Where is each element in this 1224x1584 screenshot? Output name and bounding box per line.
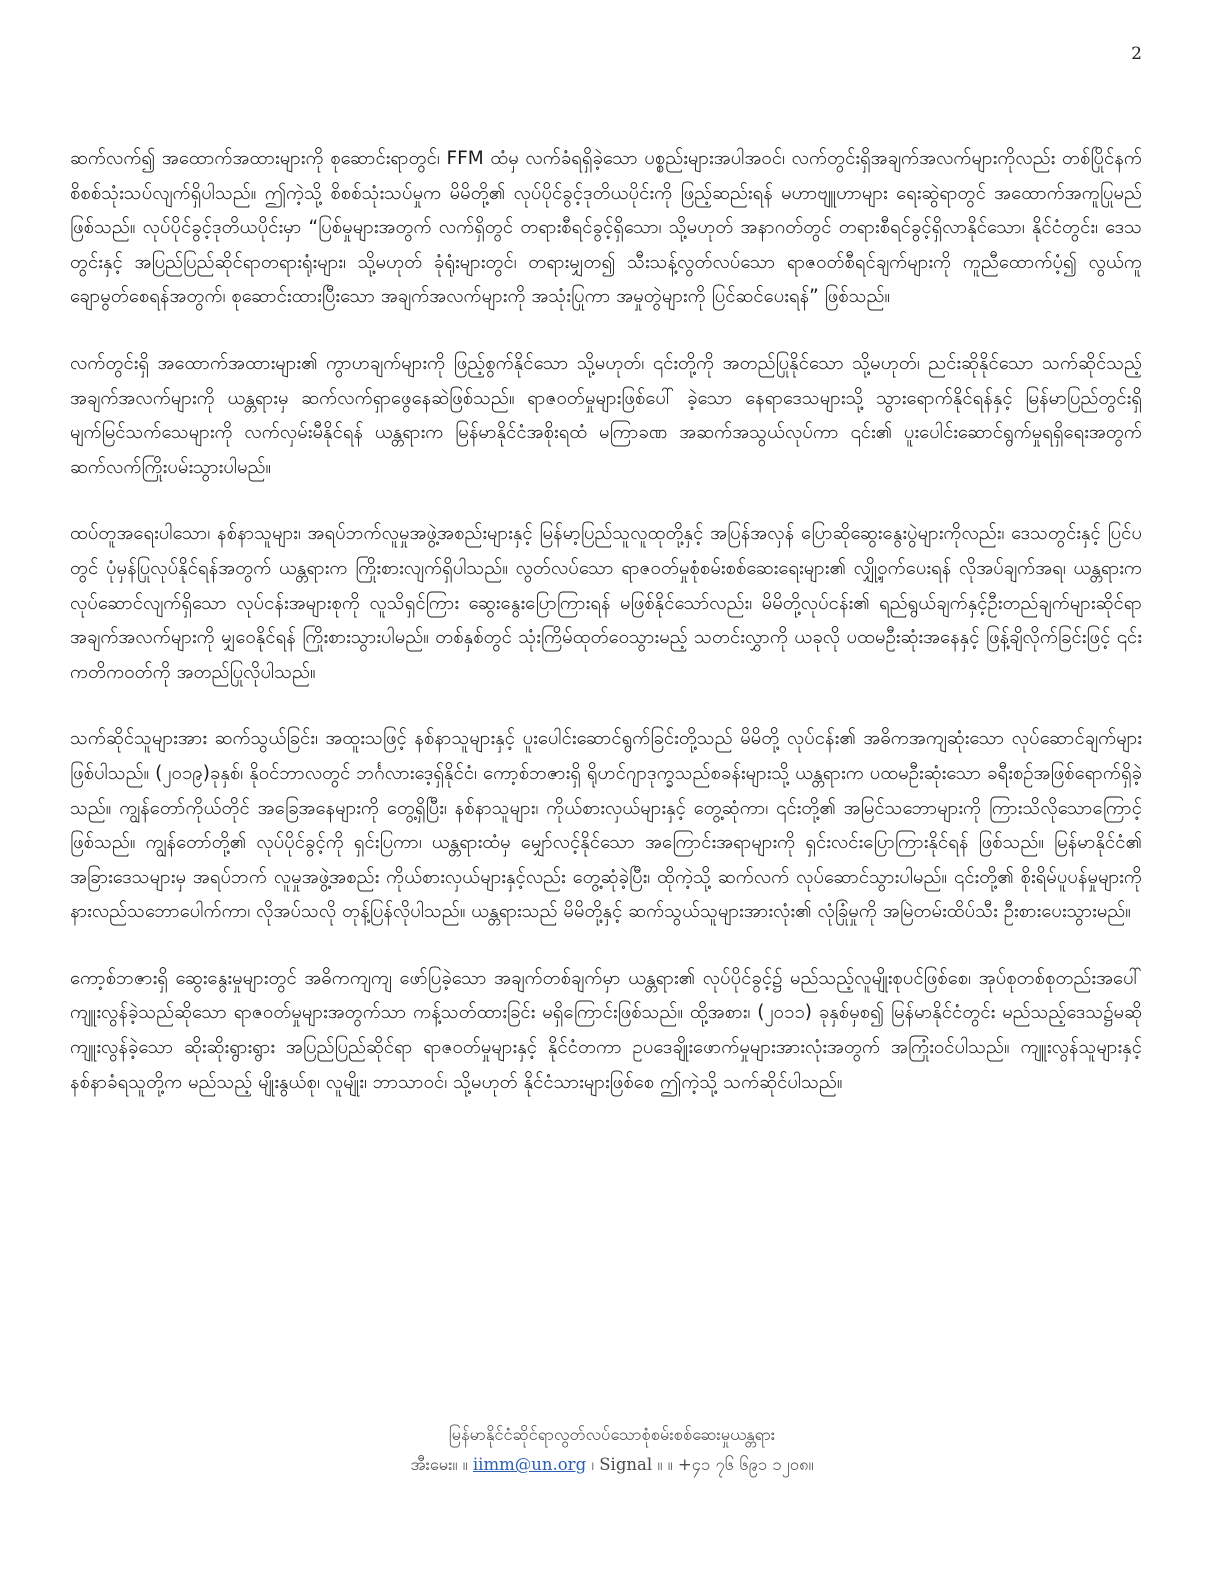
paragraph-2: လက်တွင်းရှိ အထောက်အထားများ၏ ကွာဟချက်များကို ဖြည့်စွက်နိုင်သော သို့မဟုတ်၊ ၎င်းတို့ကို အတည်ပြုနိုင်သော သို့မဟုတ်၊ ညင်းဆိုနိုင်သော သက်ဆိုင်သည့် အချက်အလက်များကို ယန္တရားမှ ဆက်လက်ရှာဖွေနေဆဲဖြစ်သည်။ ရာဇဝတ်မှုများဖြစ်ပေါ် ခဲ့သော နေရာဒေသများသို့ သွားရောက်နိုင်ရန်နှင့် မြန်မာပြည်တွင်းရှိ မျက်မြင်သက်သေများကို လက်လှမ်းမီနိုင်ရန် ယန္တရားက မြန်မာနိုင်ငံအစိုးရထံ မကြာခဏ အဆက်အသွယ်လုပ်ကာ ၎င်း၏ ပူးပေါင်းဆောင်ရွက်မှုရရှိရေးအတွက် ဆက်လက်ကြိုးပမ်းသွားပါမည်။ [70, 352, 1142, 478]
paragraph-4: သက်ဆိုင်သူများအား ဆက်သွယ်ခြင်း၊ အထူးသဖြင့် နစ်နာသူများနှင့် ပူးပေါင်းဆောင်ရွက်ခြင်းတို့သည် မိမိတို့ လုပ်ငန်း၏ အဓိကအကျဆုံးသော လုပ်ဆောင်ချက်များ ဖြစ်ပါသည်။ (၂၀၁၉)ခုနှစ်၊ နိုဝင်ဘာလတွင် ဘင်္ဂလားဒေ့ရှ်နိုင်ငံ၊ ကော့စ်ဘဇားရှိ ရိုဟင်ဂျာဒုက္ခသည်စခန်းများသို့ ယန္တရားက ပထမဦးဆုံးသော ခရီးစဉ်အဖြစ်ရောက်ရှိခဲ့သည်။ ကျွန်တော်ကိုယ်တိုင် အခြေအနေများကို တွေ့ရှိပြီး၊ နစ်နာသူများ၊ ကိုယ်စားလှယ်များနှင့် တွေ့ဆုံကာ၊ ၎င်းတို့၏ အမြင်သဘောများကို ကြားသိလိုသောကြောင့်ဖြစ်သည်။ ကျွန်တော်တို့၏ လုပ်ပိုင်ခွင့်ကို ရှင်းပြကာ၊ ယန္တရားထံမှ မျှော်လင့်နိုင်သော အကြောင်းအရာများကို ရှင်းလင်းပြောကြားနိုင်ရန် ဖြစ်သည်။ မြန်မာနိုင်ငံ၏ အခြားဒေသများမှ အရပ်ဘက် လူမှုအဖွဲ့အစည်း ကိုယ်စားလှယ်များနှင့်လည်း တွေ့ဆုံခဲ့ပြီး၊ ထိုကဲ့သို့ ဆက်လက် လုပ်ဆောင်သွားပါမည်။ ၎င်းတို့၏ စိုးရိမ်ပူပန်မှုများကို နားလည်သဘောပေါက်ကာ၊ လိုအပ်သလို တုန့်ပြန်လိုပါသည်။ ယန္တရားသည် မိမိတို့နှင့် ဆက်သွယ်သူများအားလုံး၏ လုံခြုံမှုကို အမြဲတမ်းထိပ်သီး ဦးစားပေးသွားမည်။ [70, 728, 1142, 923]
paragraph-1: ဆက်လက်၍ အထောက်အထားများကို စုဆောင်းရာတွင်၊ FFM ထံမှ လက်ခံရရှိခဲ့သော ပစ္စည်းများအပါအဝင်၊ လက်တွင်းရှိအချက်အလက်များကိုလည်း တစ်ပြိုင်နက် စိစစ်သုံးသပ်လျက်ရှိပါသည်။ ဤကဲ့သို့ စိစစ်သုံးသပ်မှုက မိမိတို့၏ လုပ်ပိုင်ခွင့်ဒုတိယပိုင်းကို ဖြည့်ဆည်းရန် မဟာဗျူဟာများ ရေးဆွဲရာတွင် အထောက်အကူပြုမည်ဖြစ်သည်။ လုပ်ပိုင်ခွင့်ဒုတိယပိုင်းမှာ “ပြစ်မှုများအတွက် လက်ရှိတွင် တရားစီရင်ခွင့်ရှိသော၊ သို့မဟုတ် အနာဂတ်တွင် တရားစီရင်ခွင့်ရှိလာနိုင်သော၊ နိုင်ငံတွင်း၊ ဒေသတွင်းနှင့် အပြည်ပြည်ဆိုင်ရာတရားရုံးများ၊ သို့မဟုတ် ခုံရုံးများတွင်၊ တရားမျှတ၍ သီးသန့်လွတ်လပ်သော ရာဇဝတ်စီရင်ချက်များကို ကူညီထောက်ပံ့၍ လွယ်ကူချောမွတ်စေရန်အတွက်၊ စုဆောင်းထားပြီးသော အချက်အလက်များကို အသုံးပြုကာ အမှုတွဲများကို ပြင်ဆင်ပေးရန်” ဖြစ်သည်။ [70, 148, 1142, 308]
footer-email-link[interactable]: iimm@un.org [472, 1455, 587, 1474]
footer-email-label: အီးမေး။ ။ [410, 1455, 468, 1474]
paragraph-3: ထပ်တူအရေးပါသော၊ နစ်နာသူများ၊ အရပ်ဘက်လူမှုအဖွဲ့အစည်းများနှင့် မြန်မာ့ပြည်သူလူထုတို့နှင့် အပြန်အလှန် ပြောဆိုဆွေးနွေးပွဲများကိုလည်း၊ ဒေသတွင်းနှင့် ပြင်ပတွင် ပုံမှန်ပြုလုပ်နိုင်ရန်အတွက် ယန္တရားက ကြိုးစားလျက်ရှိပါသည်။ လွတ်လပ်သော ရာဇဝတ်မှုစုံစမ်းစစ်ဆေးရေးများ၏ လျှို့ဝှက်ပေးရန် လိုအပ်ချက်အရ၊ ယန္တရားက လုပ်ဆောင်လျက်ရှိသော လုပ်ငန်းအများစုကို လူသိရှင်ကြား ဆွေးနွေးပြောကြားရန် မဖြစ်နိုင်သော်လည်း၊ မိမိတို့လုပ်ငန်း၏ ရည်ရွယ်ချက်နှင့်ဦးတည်ချက်များဆိုင်ရာ အချက်အလက်များကို မျှဝေနိုင်ရန် ကြိုးစားသွားပါမည်။ တစ်နှစ်တွင် သုံးကြိမ်ထုတ်ဝေသွားမည့် သတင်းလွှာကို ယခုလို ပထမဦးဆုံးအနေနှင့် ဖြန့်ချိလိုက်ခြင်းဖြင့် ၎င်းကတိကဝတ်ကို အတည်ပြုလိုပါသည်။ [70, 523, 1142, 683]
document-body [70, 142, 1142, 1132]
footer-phone: +၄၁ ၇၆ ၆၉၁ ၁၂၀၈။ [677, 1455, 814, 1474]
paragraph-5: ကော့စ်ဘဇားရှိ ဆွေးနွေးမှုများတွင် အဓိကကျကျ ဖော်ပြခဲ့သော အချက်တစ်ချက်မှာ ယန္တရား၏ လုပ်ပိုင်ခွင့်၌ မည်သည့်လူမျိုးစုပင်ဖြစ်စေ၊ အုပ်စုတစ်စုတည်းအပေါ် ကျူးလွန်ခဲ့သည်ဆိုသော ရာဇဝတ်မှုများအတွက်သာ ကန့်သတ်ထားခြင်း မရှိကြောင်းဖြစ်သည်။ ထို့အစား၊ (၂၀၁၁) ခုနှစ်မှစ၍ မြန်မာနိုင်ငံတွင်း မည်သည့်ဒေသ၌မဆို ကျူးလွန်ခဲ့သော ဆိုးဆိုးရွားရွား အပြည်ပြည်ဆိုင်ရာ ရာဇဝတ်မှုများနှင့် နိုင်ငံတကာ ဥပဒေချိုးဖောက်မှုများအားလုံးအတွက် အကြုံးဝင်ပါသည်။ ကျူးလွန်သူများနှင့် နစ်နာခံရသူတို့က မည်သည့် မျိုးနွယ်စု၊ လူမျိုး၊ ဘာသာဝင်၊ သို့မဟုတ် နိုင်ငံသားများဖြစ်စေ ဤကဲ့သို့ သက်ဆိုင်ပါသည်။ [70, 967, 1142, 1093]
footer-contact-line [0, 1450, 1224, 1480]
page-footer [0, 1420, 1224, 1480]
footer-org-name: မြန်မာနိုင်ငံဆိုင်ရာလွတ်လပ်သောစုံစမ်းစစ်ဆေးမှုယန္တရား [448, 1425, 776, 1444]
page-number: 2 [1131, 44, 1142, 64]
footer-signal-label: ၊ Signal ။ ။ [591, 1455, 673, 1474]
